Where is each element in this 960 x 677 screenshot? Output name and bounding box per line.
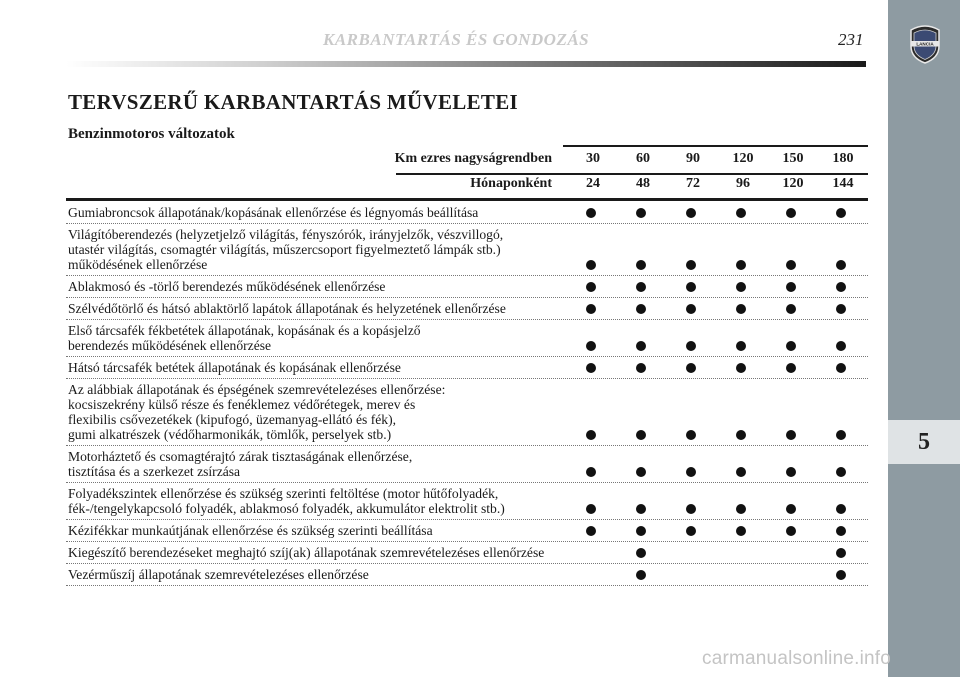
check-dot-icon [736,341,746,351]
row-label-line: Világítóberendezés (helyzetjelző világítás, fényszórók, irányjelzők, vészvillogó, [68,227,504,242]
row-label [66,202,562,223]
check-dot-icon [686,208,696,218]
interval-cell [766,564,816,585]
interval-cell [566,379,616,445]
check-dot-icon [736,430,746,440]
interval-cell [666,542,716,563]
interval-cell [766,276,816,297]
interval-cell [616,520,666,541]
interval-cell [666,483,716,519]
check-dot-icon [686,363,696,373]
row-label [66,520,562,541]
km-value-2: 90 [686,151,700,166]
row-label-line: Kiegészítő berendezéseket meghajtó szíj(ak) állapotának szemrevételezéses ellenőrzése [68,545,545,560]
check-dot-icon [786,504,796,514]
check-dot-icon [786,260,796,270]
interval-cell [566,542,616,563]
interval-cell [666,276,716,297]
row-label [66,564,562,585]
km-value-1: 60 [636,151,650,166]
check-dot-icon [836,570,846,580]
km-value-4: 150 [782,151,804,166]
table-row [66,276,868,298]
check-dot-icon [636,467,646,477]
interval-cell [616,379,666,445]
month-value-2: 72 [686,176,700,191]
interval-cell [716,542,766,563]
check-dot-icon [586,526,596,536]
interval-cell [816,357,866,378]
header-title: KARBANTARTÁS ÉS GONDOZÁS [323,30,590,49]
page-title: TERVSZERŰ KARBANTARTÁS MŰVELETEI [68,90,518,114]
row-label [66,446,562,482]
check-dot-icon [586,260,596,270]
check-dot-icon [836,304,846,314]
row-label [66,483,562,519]
header-rule-top [563,145,868,147]
interval-cell [816,224,866,275]
row-label-line: Motorháztető és csomagtérajtó zárak tisztaságának ellenőrzése, [68,449,413,464]
interval-cell [766,520,816,541]
row-label [66,357,562,378]
interval-cell [666,564,716,585]
check-dot-icon [636,430,646,440]
header-rule [66,61,866,67]
check-dot-icon [686,467,696,477]
check-dot-icon [786,304,796,314]
check-dot-icon [636,570,646,580]
check-dot-icon [586,363,596,373]
table-row [66,520,868,542]
interval-cell [716,520,766,541]
interval-cell [616,357,666,378]
interval-cell [716,276,766,297]
interval-cell [766,446,816,482]
interval-cell [716,357,766,378]
check-dot-icon [836,208,846,218]
check-dot-icon [686,341,696,351]
interval-cell [816,379,866,445]
check-dot-icon [686,504,696,514]
row-label-line: fék-/tengelykapcsoló folyadék, ablakmosó folyadék, akkumulátor elektrolit stb.) [68,501,505,516]
check-dot-icon [836,363,846,373]
row-label-line: tisztítása és a szerkezet zsírzása [68,464,241,479]
check-dot-icon [736,467,746,477]
interval-cell [716,320,766,356]
check-dot-icon [686,282,696,292]
interval-cell [816,520,866,541]
check-dot-icon [586,430,596,440]
interval-cell [816,320,866,356]
check-dot-icon [786,208,796,218]
check-dot-icon [836,467,846,477]
row-label-line: berendezés működésének ellenőrzése [68,338,272,353]
month-value-3: 96 [736,176,750,191]
interval-cell [616,564,666,585]
lancia-logo-icon [907,24,943,64]
side-tab [888,0,960,677]
interval-cell [666,320,716,356]
row-label [66,542,562,563]
month-header-label: Hónaponként [470,176,552,191]
table-row [66,446,868,483]
row-label-line: Kézifékkar munkaútjának ellenőrzése és szükség szerinti beállítása [68,523,433,538]
check-dot-icon [586,282,596,292]
interval-cell [616,483,666,519]
interval-cell [616,320,666,356]
month-value-4: 120 [782,176,804,191]
interval-cell [816,483,866,519]
interval-cell [766,298,816,319]
check-dot-icon [636,526,646,536]
interval-cell [766,320,816,356]
check-dot-icon [686,526,696,536]
row-label [66,379,562,445]
interval-cell [666,224,716,275]
table-row [66,483,868,520]
row-label-line: működésének ellenőrzése [68,257,208,272]
chapter-tab[interactable]: 5 [888,420,960,464]
check-dot-icon [736,504,746,514]
row-label-line: Ablakmosó és -törlő berendezés működésének ellenőrzése [68,279,386,294]
interval-cell [666,357,716,378]
check-dot-icon [636,548,646,558]
check-dot-icon [586,467,596,477]
row-label-line: gumi alkatrészek (védőharmonikák, tömlők, perselyek stb.) [68,427,392,442]
interval-cell [566,224,616,275]
interval-cell [716,483,766,519]
row-label-line: kocsiszekrény külső része és fenéklemez védőrétegek, merev és [68,397,416,412]
check-dot-icon [836,282,846,292]
check-dot-icon [736,282,746,292]
interval-cell [716,224,766,275]
check-dot-icon [836,260,846,270]
check-dot-icon [686,430,696,440]
check-dot-icon [786,526,796,536]
check-dot-icon [636,341,646,351]
check-dot-icon [836,548,846,558]
table-row [66,357,868,379]
km-value-5: 180 [832,151,854,166]
table-row [66,320,868,357]
interval-cell [566,202,616,223]
table-row [66,202,868,224]
interval-cell [666,446,716,482]
row-label-line: Szélvédőtörlő és hátsó ablaktörlő lapátok állapotának és helyzetének ellenőrzése [68,301,506,316]
interval-cell [566,564,616,585]
check-dot-icon [836,430,846,440]
interval-cell [566,357,616,378]
check-dot-icon [636,282,646,292]
maintenance-table [66,202,868,586]
row-label-line: Vezérműszíj állapotának szemrevételezéses ellenőrzése [68,567,369,582]
interval-cell [716,379,766,445]
interval-cell [616,202,666,223]
check-dot-icon [786,467,796,477]
check-dot-icon [836,526,846,536]
interval-cell [566,298,616,319]
check-dot-icon [686,304,696,314]
interval-cell [566,483,616,519]
interval-cell [766,357,816,378]
check-dot-icon [686,260,696,270]
interval-cell [816,298,866,319]
interval-cell [616,446,666,482]
page-number: 231 [838,30,864,49]
interval-cell [766,224,816,275]
logo-text: LANCIA [916,41,934,47]
km-value-3: 120 [732,151,754,166]
check-dot-icon [736,304,746,314]
check-dot-icon [736,260,746,270]
header-rule-bottom [66,198,868,201]
interval-cell [766,542,816,563]
section-subtitle: Benzinmotoros változatok [68,126,235,142]
check-dot-icon [736,526,746,536]
interval-cell [816,202,866,223]
interval-cell [766,483,816,519]
interval-cell [666,298,716,319]
row-label [66,298,562,319]
interval-cell [816,542,866,563]
row-label-line: flexibilis csővezetékek (kipufogó, üzemanyag-ellátó és fék), [68,412,397,427]
check-dot-icon [636,304,646,314]
interval-cell [616,542,666,563]
interval-cell [666,520,716,541]
km-value-0: 30 [586,151,600,166]
interval-cell [566,446,616,482]
row-label-line: Első tárcsafék fékbetétek állapotának, kopásának és a kopásjelző [68,323,421,338]
interval-cell [666,202,716,223]
check-dot-icon [586,304,596,314]
table-row [66,379,868,446]
km-header-label: Km ezres nagyságrendben [394,151,552,166]
check-dot-icon [636,504,646,514]
check-dot-icon [736,208,746,218]
interval-cell [716,446,766,482]
check-dot-icon [636,363,646,373]
watermark: carmanualsonline.info [702,648,892,669]
interval-cell [566,320,616,356]
interval-cell [616,298,666,319]
row-label-line: Az alábbiak állapotának és épségének szemrevételezéses ellenőrzése: [68,382,446,397]
check-dot-icon [586,341,596,351]
table-row [66,224,868,276]
check-dot-icon [786,363,796,373]
header-rule-middle [396,173,868,175]
row-label-line: Folyadékszintek ellenőrzése és szükség szerinti feltöltése (motor hűtőfolyadék, [68,486,499,501]
table-row [66,542,868,564]
row-label-line: utastér világítás, csomagtér világítás, műszercsoport figyelmeztető lámpák stb.) [68,242,501,257]
interval-cell [716,202,766,223]
check-dot-icon [786,341,796,351]
interval-cell [566,276,616,297]
month-value-1: 48 [636,176,650,191]
interval-cell [716,298,766,319]
check-dot-icon [836,504,846,514]
check-dot-icon [786,282,796,292]
check-dot-icon [636,260,646,270]
row-label [66,276,562,297]
check-dot-icon [786,430,796,440]
interval-cell [566,520,616,541]
interval-cell [766,379,816,445]
interval-cell [616,224,666,275]
row-label [66,320,562,356]
month-value-5: 144 [832,176,854,191]
check-dot-icon [836,341,846,351]
row-label-line: Gumiabroncsok állapotának/kopásának ellenőrzése és légnyomás beállítása [68,205,479,220]
interval-cell [716,564,766,585]
row-label [66,224,562,275]
check-dot-icon [636,208,646,218]
check-dot-icon [586,504,596,514]
row-label-line: Hátsó tárcsafék betétek állapotának és kopásának ellenőrzése [68,360,401,375]
table-row [66,564,868,586]
month-value-0: 24 [586,176,600,191]
interval-cell [816,446,866,482]
check-dot-icon [586,208,596,218]
table-row [66,298,868,320]
interval-cell [766,202,816,223]
interval-cell [666,379,716,445]
check-dot-icon [736,363,746,373]
interval-cell [816,564,866,585]
interval-cell [616,276,666,297]
interval-cell [816,276,866,297]
